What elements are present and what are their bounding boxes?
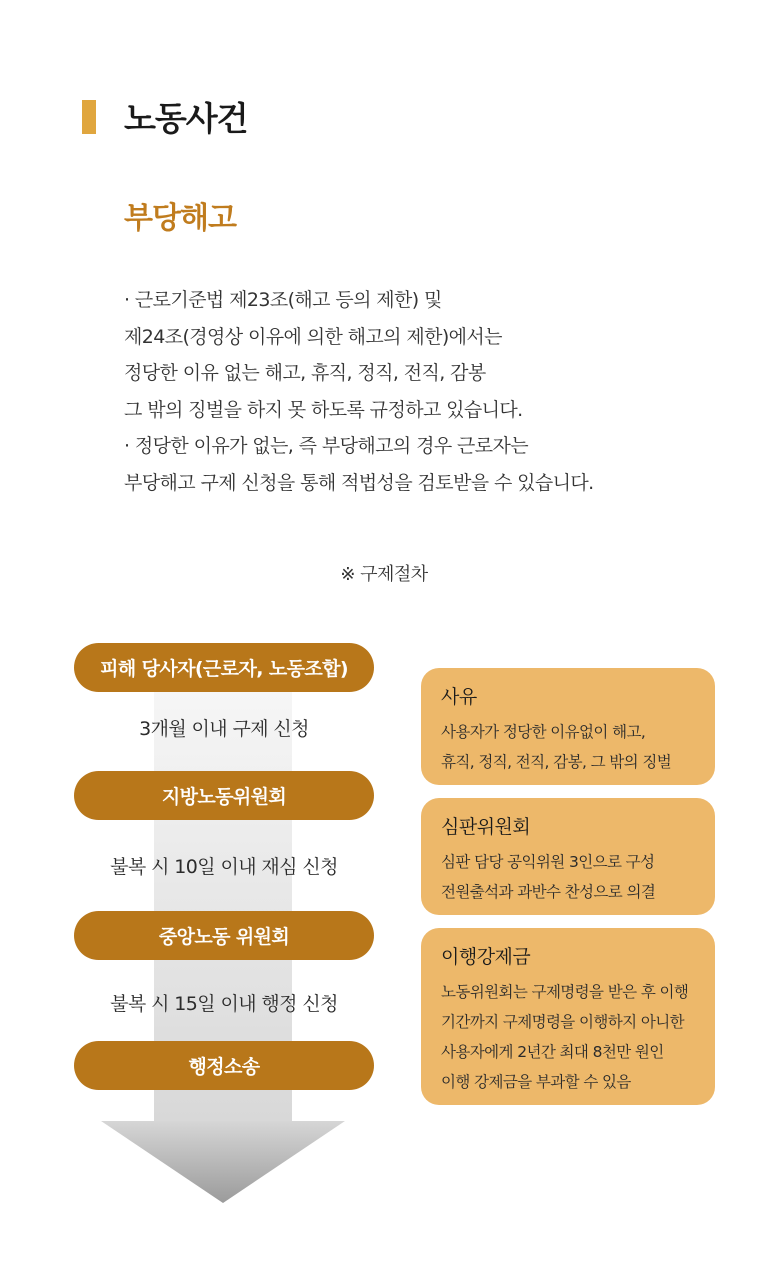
card-line: 심판 담당 공익위원 3인으로 구성 xyxy=(441,853,655,871)
procedure-note: ※ 구제절차 xyxy=(340,564,428,585)
card-line: 사용자가 정당한 이유없이 해고, xyxy=(441,723,646,741)
card-title: 사유 xyxy=(441,686,477,708)
card-line: 사용자에게 2년간 최대 8천만 원인 xyxy=(441,1043,664,1061)
card-line: 전원출석과 과반수 찬성으로 의결 xyxy=(441,883,656,901)
flow-step-administrative-litigation: 행정소송 xyxy=(74,1041,374,1090)
card-enforcement-fine xyxy=(421,928,715,1105)
description xyxy=(124,282,724,501)
description-line: 그 밖의 징벌을 하지 못 하도록 규정하고 있습니다. xyxy=(124,398,523,421)
description-line: · 정당한 이유가 없는, 즉 부당해고의 경우 근로자는 xyxy=(124,435,529,457)
card-title: 이행강제금 xyxy=(441,946,531,968)
flow-transition-admin-request: 불복 시 15일 이내 행정 신청 xyxy=(110,993,338,1015)
description-line: 제24조(경영상 이유에 의한 해고의 제한)에서는 xyxy=(124,325,502,348)
flow-arrow-head-icon xyxy=(101,1121,345,1203)
section-subtitle: 부당해고 xyxy=(124,201,236,236)
flow-transition-review-request: 불복 시 10일 이내 재심 신청 xyxy=(110,856,338,878)
flow-step-central-commission: 중앙노동 위원회 xyxy=(74,911,374,960)
flow-transition-relief-request: 3개월 이내 구제 신청 xyxy=(139,718,309,740)
card-reason xyxy=(421,668,715,785)
description-line: 부당해고 구제 신청을 통해 적법성을 검토받을 수 있습니다. xyxy=(124,471,594,494)
card-tribunal xyxy=(421,798,715,915)
card-line: 노동위원회는 구제명령을 받은 후 이행 xyxy=(441,983,689,1001)
card-title: 심판위원회 xyxy=(441,816,531,838)
card-line: 휴직, 정직, 전직, 감봉, 그 밖의 징벌 xyxy=(441,753,672,771)
description-line: 정당한 이유 없는 해고, 휴직, 정직, 전직, 감봉 xyxy=(124,362,486,384)
card-line: 기간까지 구제명령을 이행하지 아니한 xyxy=(441,1013,684,1031)
title-accent-bar xyxy=(82,100,96,134)
description-line: · 근로기준법 제23조(해고 등의 제한) 및 xyxy=(124,289,442,311)
card-line: 이행 강제금을 부과할 수 있음 xyxy=(441,1073,631,1091)
flow-step-party: 피해 당사자(근로자, 노동조합) xyxy=(74,643,374,692)
flow-step-regional-commission: 지방노동위원회 xyxy=(74,771,374,820)
page-title: 노동사건 xyxy=(124,99,248,138)
